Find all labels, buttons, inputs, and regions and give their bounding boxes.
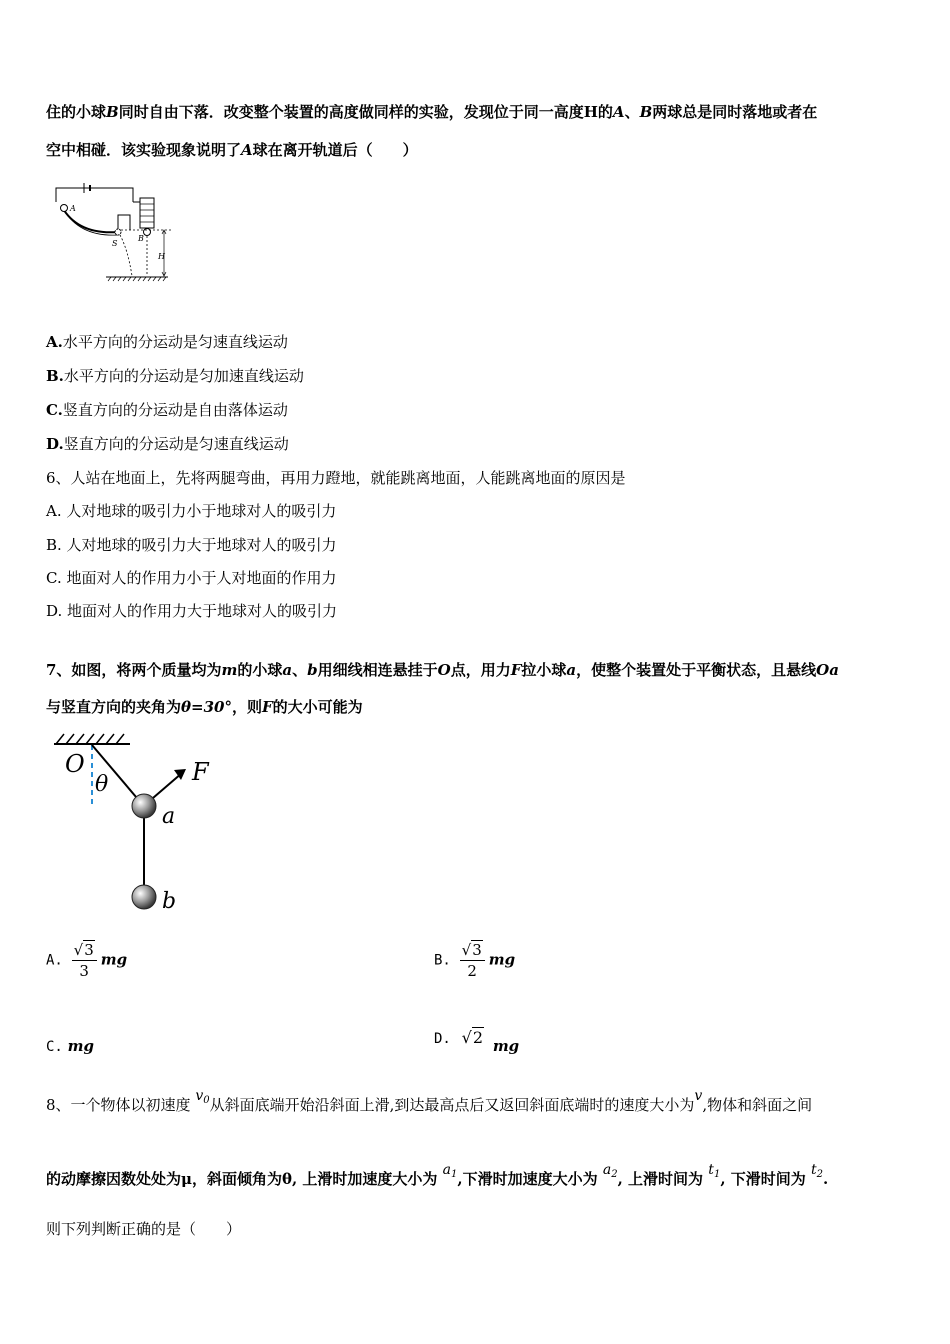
label-H: H (158, 252, 165, 261)
fraction: $\frac{√3}{3}$ (72, 940, 97, 981)
option-letter: C. (46, 1039, 63, 1055)
text: A (612, 103, 625, 121)
q8-stem-line3: 则下列判断正确的是（ ） (46, 1220, 242, 1238)
q5-stem-line2 (46, 140, 418, 160)
unit: mg (488, 950, 516, 969)
text: 与竖直方向的夹角为 (46, 698, 182, 716)
text: F (510, 661, 522, 679)
option-letter: D. (434, 1031, 451, 1047)
t1-symbol: $t_1$ (708, 1162, 721, 1180)
text: θ=30° (181, 698, 232, 716)
label-O: O (65, 750, 85, 778)
q5-option-c[interactable] (46, 400, 288, 420)
text: b (307, 661, 318, 679)
option-letter: B. (46, 367, 64, 385)
label-B: B (138, 234, 144, 243)
text: 7、如图，将两个质量均为 (46, 661, 222, 679)
q6-option-c[interactable]: C. 地面对人的作用力小于人对地面的作用力 (46, 569, 337, 587)
text: a (282, 661, 293, 679)
text: a (566, 661, 577, 679)
q7-stem-line2 (46, 697, 363, 717)
unit: mg (492, 1037, 520, 1055)
text: 球在离开轨道后（ ） (252, 141, 418, 159)
text: A (241, 141, 253, 159)
text: 8、一个物体以初速度 (46, 1096, 191, 1114)
text: 从斜面底端开始沿斜面上滑,到达最高点后又返回斜面底端时的速度大小为 (209, 1096, 695, 1114)
q5-option-b[interactable] (46, 366, 304, 386)
text: , 下滑时间为 (720, 1170, 806, 1188)
a2-symbol: $a_2$ (602, 1162, 618, 1180)
q7-option-b[interactable] (434, 940, 515, 981)
fraction: $\frac{√3}{2}$ (460, 940, 485, 981)
text: ,下滑时加速度大小为 (457, 1170, 598, 1188)
text: B (639, 103, 653, 121)
text: F (261, 698, 273, 716)
text: 拉小球 (521, 661, 567, 679)
q7-option-a[interactable] (46, 940, 127, 981)
text: . (823, 1170, 829, 1188)
q5-apparatus-figure (48, 180, 178, 284)
denominator: 2 (467, 962, 477, 980)
text: 用细线相连悬挂于 (317, 661, 438, 679)
ball-b-mark (144, 229, 151, 236)
option-letter: D. (46, 435, 64, 453)
q8-stem-line2 (46, 1162, 829, 1195)
q8-stem-line1 (46, 1088, 813, 1121)
q5-stem-line1 (46, 102, 817, 122)
a1-symbol: $a_1$ (442, 1162, 458, 1180)
q7-option-c[interactable] (46, 1036, 94, 1057)
q6-option-b[interactable]: B. 人对地球的吸引力大于地球对人的吸引力 (46, 536, 337, 554)
q7-option-d[interactable]: D. √2 mg (434, 1028, 520, 1055)
text: 住的小球 (46, 103, 107, 121)
text: 两球总是同时落地或者在 (652, 103, 818, 121)
text: ,物体和斜面之间 (702, 1096, 813, 1114)
text: 空中相碰．该实验现象说明了 (46, 141, 242, 159)
text: , 上滑时间为 (617, 1170, 704, 1188)
text: 的大小可能为 (272, 698, 363, 716)
ball-a-mark (132, 794, 156, 818)
option-letter: A. (46, 333, 63, 351)
numerator: 3 (84, 941, 94, 959)
q6-stem: 6、人站在地面上，先将两腿弯曲，再用力蹬地，就能跳离地面，人能跳离地面的原因是 (46, 469, 626, 487)
option-letter: A. (46, 952, 63, 969)
option-text: 水平方向的分运动是匀加速直线运动 (63, 367, 304, 385)
text: ，则 (231, 698, 262, 716)
option-letter: B. (434, 952, 451, 969)
t2-symbol: $t_2$ (811, 1162, 824, 1180)
text: B (106, 103, 119, 121)
option-text: 水平方向的分运动是匀速直线运动 (62, 333, 288, 351)
q6-option-a[interactable]: A. 人对地球的吸引力小于地球对人的吸引力 (46, 502, 337, 520)
text: O (437, 661, 451, 679)
text: m (221, 661, 238, 679)
text: 同时自由下落．改变整个装置的高度做同样的实验，发现位于同一高度 (118, 103, 584, 121)
q5-option-d[interactable] (46, 434, 289, 454)
option-text: 竖直方向的分运动是自由落体运动 (62, 401, 288, 419)
q7-pendulum-figure (50, 730, 230, 920)
text: 的小球 (237, 661, 283, 679)
label-A: A (70, 204, 76, 213)
text: 的 (597, 103, 613, 121)
ball-b-mark (132, 885, 156, 909)
numerator: 3 (472, 941, 482, 959)
label-F: F (192, 758, 209, 786)
q5-option-a[interactable] (46, 332, 288, 352)
label-theta: θ (95, 772, 109, 797)
option-text: 竖直方向的分运动是匀速直线运动 (63, 435, 289, 453)
q6-option-d[interactable]: D. 地面对人的作用力大于地球对人的吸引力 (46, 602, 338, 620)
label-b: b (162, 889, 177, 914)
ball-a-mark (61, 205, 68, 212)
text: ，使整个装置处于平衡状态，且悬线 (576, 661, 817, 679)
denominator: 3 (79, 962, 89, 980)
text: Oa (816, 661, 839, 679)
text: 的动摩擦因数处处为μ，斜面倾角为θ, 上滑时加速度大小为 (46, 1170, 438, 1188)
text: 点，用力 (450, 661, 511, 679)
radicand: 2 (472, 1028, 484, 1047)
unit: mg (100, 950, 128, 969)
v0-symbol: $v_0$ (195, 1088, 210, 1106)
q7-stem-line1 (46, 660, 839, 680)
label-a: a (162, 804, 176, 829)
text: 、 (292, 661, 308, 679)
text: 、 (624, 103, 640, 121)
text: H (583, 103, 598, 121)
label-S: S (112, 239, 118, 248)
v-symbol: v (694, 1088, 703, 1104)
unit: mg (67, 1037, 95, 1055)
option-letter: C. (46, 401, 63, 419)
